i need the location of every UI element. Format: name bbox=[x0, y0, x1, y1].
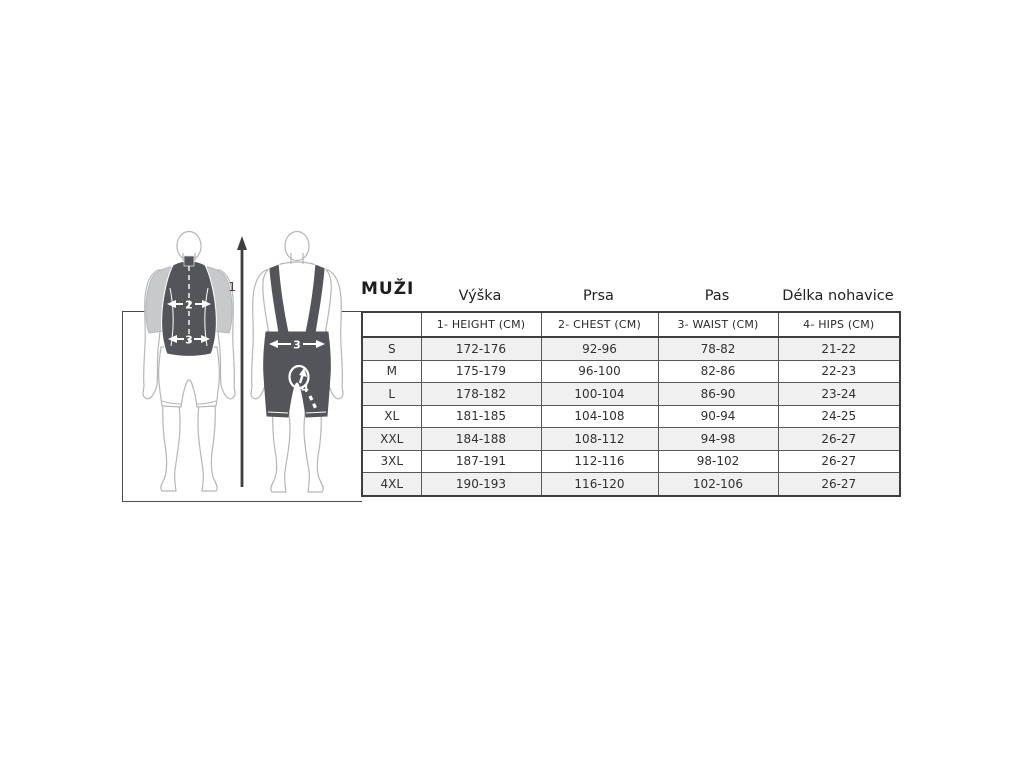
size-cell: S bbox=[362, 337, 421, 360]
height-cell: 190-193 bbox=[421, 473, 541, 496]
height-cell: 172-176 bbox=[421, 337, 541, 360]
height-cell: 178-182 bbox=[421, 383, 541, 406]
hips-cell: 21-22 bbox=[778, 337, 900, 360]
size-figures-illustration bbox=[118, 224, 362, 504]
subheader-row bbox=[362, 312, 900, 337]
hips-cell: 26-27 bbox=[778, 428, 900, 451]
waist-cell: 86-90 bbox=[658, 383, 778, 406]
size-cell: 4XL bbox=[362, 473, 421, 496]
size-row-l bbox=[362, 383, 900, 406]
column-header-leg: Délka nohavice bbox=[782, 288, 894, 304]
size-cell: L bbox=[362, 383, 421, 406]
hips-cell: 23-24 bbox=[778, 383, 900, 406]
shorts-waist-arrow-label: 3 bbox=[293, 338, 301, 352]
bib-shorts-figure bbox=[251, 232, 343, 493]
height-arrow-label: 1 bbox=[228, 280, 236, 294]
chest-cell: 96-100 bbox=[541, 360, 658, 383]
column-header-waist: Pas bbox=[704, 288, 730, 304]
hips-cell: 22-23 bbox=[778, 360, 900, 383]
waist-cell: 82-86 bbox=[658, 360, 778, 383]
size-row-m bbox=[362, 360, 900, 383]
size-row-xxl bbox=[362, 428, 900, 451]
jersey-figure bbox=[143, 232, 235, 492]
size-cell: XL bbox=[362, 405, 421, 428]
subheader-height: 1- HEIGHT (CM) bbox=[421, 312, 541, 337]
chart-title: MUŽI bbox=[361, 279, 415, 299]
waist-cell: 98-102 bbox=[658, 450, 778, 473]
column-header-chest: Prsa bbox=[583, 288, 614, 304]
hips-cell: 24-25 bbox=[778, 405, 900, 428]
leg-length-arrow-label: 4 bbox=[301, 382, 309, 395]
size-table bbox=[361, 311, 901, 497]
jersey-waist-arrow-label: 3 bbox=[185, 333, 193, 347]
size-cell: M bbox=[362, 360, 421, 383]
height-cell: 175-179 bbox=[421, 360, 541, 383]
height-cell: 187-191 bbox=[421, 450, 541, 473]
chest-cell: 100-104 bbox=[541, 383, 658, 406]
waist-cell: 102-106 bbox=[658, 473, 778, 496]
chest-cell: 92-96 bbox=[541, 337, 658, 360]
chest-cell: 108-112 bbox=[541, 428, 658, 451]
subheader-size bbox=[362, 312, 421, 337]
hips-cell: 26-27 bbox=[778, 450, 900, 473]
size-row-3xl bbox=[362, 450, 900, 473]
subheader-hips: 4- HIPS (CM) bbox=[778, 312, 900, 337]
size-cell: XXL bbox=[362, 428, 421, 451]
waist-cell: 90-94 bbox=[658, 405, 778, 428]
chest-cell: 104-108 bbox=[541, 405, 658, 428]
chest-arrow-label: 2 bbox=[185, 298, 193, 312]
height-cell: 184-188 bbox=[421, 428, 541, 451]
hips-cell: 26-27 bbox=[778, 473, 900, 496]
chest-cell: 112-116 bbox=[541, 450, 658, 473]
jersey-collar bbox=[184, 256, 194, 266]
subheader-waist: 3- WAIST (CM) bbox=[658, 312, 778, 337]
size-row-s bbox=[362, 337, 900, 360]
size-cell: 3XL bbox=[362, 450, 421, 473]
size-row-4xl bbox=[362, 473, 900, 496]
waist-cell: 78-82 bbox=[658, 337, 778, 360]
column-header-height: Výška bbox=[458, 288, 502, 304]
subheader-chest: 2- CHEST (CM) bbox=[541, 312, 658, 337]
size-row-xl bbox=[362, 405, 900, 428]
chest-cell: 116-120 bbox=[541, 473, 658, 496]
height-cell: 181-185 bbox=[421, 405, 541, 428]
waist-cell: 94-98 bbox=[658, 428, 778, 451]
